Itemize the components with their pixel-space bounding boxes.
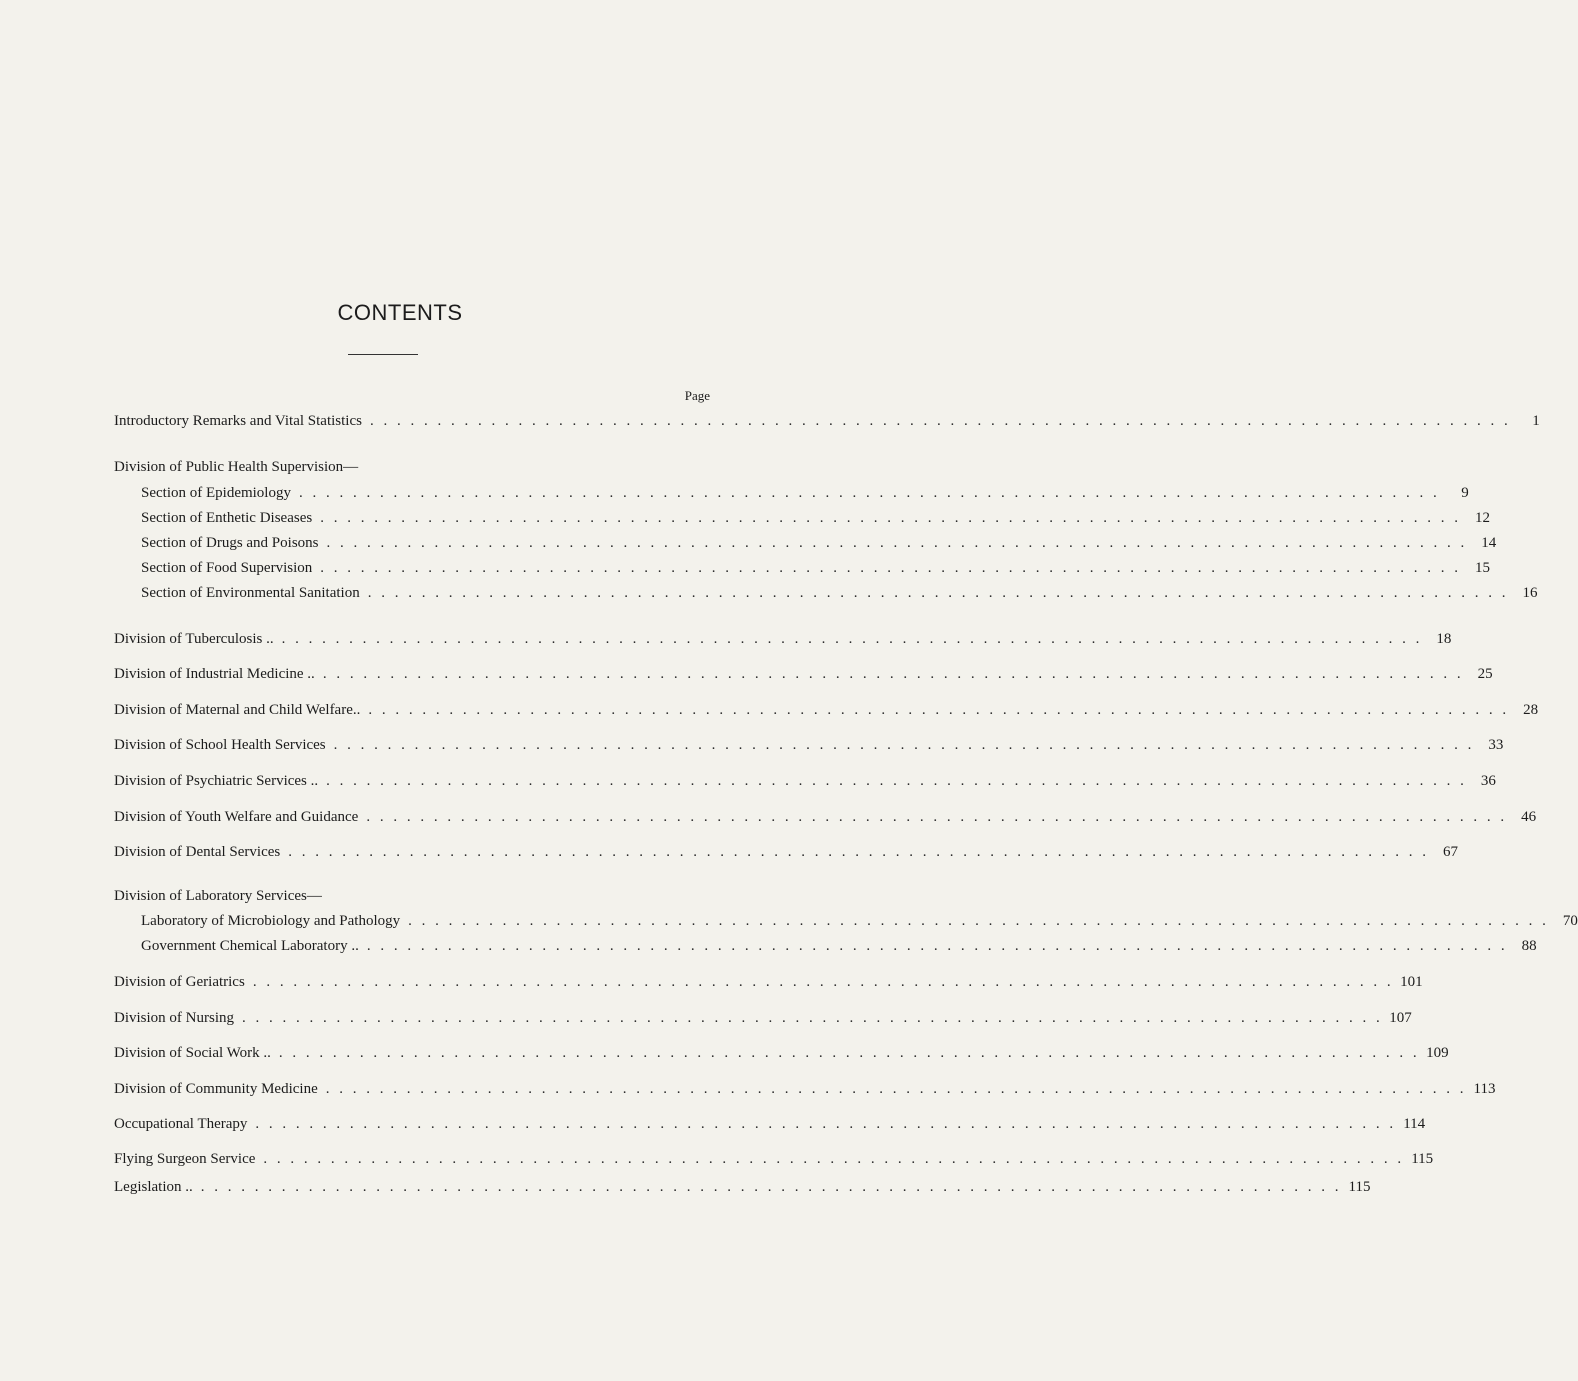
toc-leader-dots: . . . . . . . . . . . . . . . . . . . . . . . . . . . . . . . . . . . . . . . . . . . . . . . . . . . . . . . . . . . . . . . . . . . . . . . . . . . . . . . . . . . . .	[298, 485, 1440, 501]
toc-entry-page: 1	[1532, 413, 1540, 429]
toc-entry-page: 9	[1461, 485, 1469, 501]
toc-entry-chemical-laboratory	[141, 936, 1537, 956]
toc-leader-dots: . . . . . . . . . . . . . . . . . . . . . . . . . . . . . . . . . . . . . . . . . . . . . . . . . . . . . . . . . . . . . . . . . . . . . . . . . . . . . . . . . . . . .	[320, 560, 1461, 576]
toc-entry-page: 107	[1389, 1010, 1412, 1026]
toc-entry-label: Section of Drugs and Poisons	[141, 535, 319, 551]
toc-entry-label: Division of Psychiatric Services ..	[114, 773, 319, 789]
toc-leader-dots: . . . . . . . . . . . . . . . . . . . . . . . . . . . . . . . . . . . . . . . . . . . . . . . . . . . . . . . . . . . . . . . . . . . . . . . . . . . . . . . . . . . . .	[333, 737, 1475, 753]
toc-entry-school-health	[114, 735, 1504, 755]
toc-entry-youth-welfare	[114, 807, 1537, 827]
toc-leader-dots: . . . . . . . . . . . . . . . . . . . . . . . . . . . . . . . . . . . . . . . . . . . . . . . . . . . . . . . . . . . . . . . . . . . . . . . . . . . . . . . . . . . . .	[369, 413, 1511, 429]
page-column-label: Page	[684, 388, 710, 403]
toc-entry-page: 113	[1473, 1081, 1496, 1097]
toc-entry-page: 15	[1475, 560, 1490, 576]
toc-leader-dots: . . . . . . . . . . . . . . . . . . . . . . . . . . . . . . . . . . . . . . . . . . . . . . . . . . . . . . . . . . . . . . . . . . . . . . . . . . . . . . . . . . . . .	[263, 1151, 1405, 1167]
toc-entry-page: 115	[1348, 1179, 1371, 1195]
toc-entry-label: Division of Dental Services	[114, 844, 281, 860]
toc-leader-dots: . . . . . . . . . . . . . . . . . . . . . . . . . . . . . . . . . . . . . . . . . . . . . . . . . . . . . . . . . . . . . . . . . . . . . . . . . . . . . . . . . . . . .	[408, 913, 1549, 929]
toc-entry-environmental-sanitation	[141, 583, 1538, 603]
toc-heading-laboratory: Division of Laboratory Services—	[114, 888, 322, 904]
toc-entry-page: 16	[1522, 585, 1538, 601]
toc-entry-page: 14	[1481, 535, 1497, 551]
toc-leader-dots: . . . . . . . . . . . . . . . . . . . . . . . . . . . . . . . . . . . . . . . . . . . . . . . . . . . . . . . . . . . . . . . . . . . . . . . . . . . . . . . . . . . . .	[368, 702, 1510, 718]
toc-leader-dots: . . . . . . . . . . . . . . . . . . . . . . . . . . . . . . . . . . . . . . . . . . . . . . . . . . . . . . . . . . . . . . . . . . . . . . . . . . . . . . . . . . . . .	[320, 510, 1461, 526]
toc-entry-occupational-therapy	[114, 1114, 1426, 1134]
toc-leader-dots: . . . . . . . . . . . . . . . . . . . . . . . . . . . . . . . . . . . . . . . . . . . . . . . . . . . . . . . . . . . . . . . . . . . . . . . . . . . . . . . . . . . . .	[367, 585, 1509, 601]
toc-entry-label: Government Chemical Laboratory ..	[141, 938, 359, 954]
toc-leader-dots: . . . . . . . . . . . . . . . . . . . . . . . . . . . . . . . . . . . . . . . . . . . . . . . . . . . . . . . . . . . . . . . . . . . . . . . . . . . . . . . . . . . . .	[255, 1116, 1397, 1132]
toc-entry-page: 101	[1400, 974, 1423, 990]
toc-entry-label: Laboratory of Microbiology and Pathology	[141, 913, 401, 929]
toc-entry-label: Section of Environmental Sanitation	[141, 585, 360, 601]
toc-entry-nursing	[114, 1008, 1412, 1028]
toc-entry-label: Section of Enthetic Diseases	[141, 510, 313, 526]
toc-entry-tuberculosis	[114, 629, 1452, 649]
toc-entry-food-supervision	[141, 558, 1490, 578]
toc-entry-enthetic-diseases	[141, 508, 1490, 528]
toc-leader-dots: . . . . . . . . . . . . . . . . . . . . . . . . . . . . . . . . . . . . . . . . . . . . . . . . . . . . . . . . . . . . . . . . . . . . . . . . . . . . . . . . . . . . .	[326, 773, 1467, 789]
toc-entry-label: Division of Nursing	[114, 1010, 234, 1026]
toc-leader-dots: . . . . . . . . . . . . . . . . . . . . . . . . . . . . . . . . . . . . . . . . . . . . . . . . . . . . . . . . . . . . . . . . . . . . . . . . . . . . . . . . . . . . .	[278, 1045, 1420, 1061]
toc-entry-epidemiology	[141, 483, 1469, 503]
toc-leader-dots: . . . . . . . . . . . . . . . . . . . . . . . . . . . . . . . . . . . . . . . . . . . . . . . . . . . . . . . . . . . . . . . . . . . . . . . . . . . . . . . . . . . . .	[288, 844, 1429, 860]
toc-entry-label: Section of Food Supervision	[141, 560, 313, 576]
toc-entry-page: 46	[1521, 809, 1537, 825]
toc-leader-dots: . . . . . . . . . . . . . . . . . . . . . . . . . . . . . . . . . . . . . . . . . . . . . . . . . . . . . . . . . . . . . . . . . . . . . . . . . . . . . . . . . . . . .	[242, 1010, 1383, 1026]
toc-entry-page: 28	[1523, 702, 1539, 718]
toc-entry-page: 88	[1521, 938, 1537, 954]
toc-leader-dots: . . . . . . . . . . . . . . . . . . . . . . . . . . . . . . . . . . . . . . . . . . . . . . . . . . . . . . . . . . . . . . . . . . . . . . . . . . . . . . . . . . . . .	[252, 974, 1394, 990]
toc-entry-page: 67	[1442, 844, 1458, 860]
toc-entry-label: Flying Surgeon Service	[114, 1151, 256, 1167]
toc-heading-public-health: Division of Public Health Supervision—	[114, 459, 359, 475]
toc-entry-label: Introductory Remarks and Vital Statistics	[114, 413, 362, 429]
toc-entry-page: 115	[1411, 1151, 1434, 1167]
toc-entry-industrial-medicine	[114, 664, 1493, 684]
toc-entry-page: 36	[1480, 773, 1496, 789]
toc-entry-page: 25	[1477, 666, 1493, 682]
toc-entry-label: Division of Social Work ..	[114, 1045, 271, 1061]
toc-leader-dots: . . . . . . . . . . . . . . . . . . . . . . . . . . . . . . . . . . . . . . . . . . . . . . . . . . . . . . . . . . . . . . . . . . . . . . . . . . . . . . . . . . . . .	[326, 535, 1468, 551]
toc-entry-geriatrics	[114, 972, 1423, 992]
toc-entry-label: Division of Industrial Medicine ..	[114, 666, 315, 682]
toc-entry-psychiatric	[114, 771, 1496, 791]
toc-entry-label: Legislation ..	[114, 1179, 193, 1195]
toc-leader-dots: . . . . . . . . . . . . . . . . . . . . . . . . . . . . . . . . . . . . . . . . . . . . . . . . . . . . . . . . . . . . . . . . . . . . . . . . . . . . . . . . . . . . .	[366, 938, 1508, 954]
toc-leader-dots: . . . . . . . . . . . . . . . . . . . . . . . . . . . . . . . . . . . . . . . . . . . . . . . . . . . . . . . . . . . . . . . . . . . . . . . . . . . . . . . . . . . . .	[281, 631, 1423, 647]
toc-entry-flying-surgeon	[114, 1149, 1434, 1169]
toc-entry-dental	[114, 842, 1458, 862]
page-title: CONTENTS	[337, 300, 463, 325]
toc-entry-label: Division of School Health Services	[114, 737, 326, 753]
toc-entry-label: Division of Community Medicine	[114, 1081, 318, 1097]
toc-entry-introductory	[114, 411, 1540, 431]
toc-leader-dots: . . . . . . . . . . . . . . . . . . . . . . . . . . . . . . . . . . . . . . . . . . . . . . . . . . . . . . . . . . . . . . . . . . . . . . . . . . . . . . . . . . . . .	[366, 809, 1508, 825]
toc-entry-microbiology	[141, 911, 1578, 931]
toc-entry-label: Division of Youth Welfare and Guidance	[114, 809, 359, 825]
toc-entry-drugs-poisons	[141, 533, 1497, 553]
toc-entry-label: Division of Tuberculosis ..	[114, 631, 274, 647]
toc-leader-dots: . . . . . . . . . . . . . . . . . . . . . . . . . . . . . . . . . . . . . . . . . . . . . . . . . . . . . . . . . . . . . . . . . . . . . . . . . . . . . . . . . . . . .	[322, 666, 1464, 682]
toc-entry-legislation	[114, 1177, 1371, 1197]
toc-leader-dots: . . . . . . . . . . . . . . . . . . . . . . . . . . . . . . . . . . . . . . . . . . . . . . . . . . . . . . . . . . . . . . . . . . . . . . . . . . . . . . . . . . . . .	[325, 1081, 1467, 1097]
toc-entry-page: 33	[1488, 737, 1504, 753]
toc-entry-social-work	[114, 1043, 1449, 1063]
toc-entry-maternal-child-welfare	[114, 700, 1539, 720]
toc-entry-label: Section of Epidemiology	[141, 485, 291, 501]
toc-entry-page: 12	[1474, 510, 1490, 526]
toc-entry-page: 18	[1436, 631, 1452, 647]
toc-leader-dots: . . . . . . . . . . . . . . . . . . . . . . . . . . . . . . . . . . . . . . . . . . . . . . . . . . . . . . . . . . . . . . . . . . . . . . . . . . . . . . . . . . . . .	[200, 1179, 1342, 1195]
toc-entry-page: 114	[1403, 1116, 1426, 1132]
toc-entry-label: Division of Geriatrics	[114, 974, 245, 990]
toc-entry-community-medicine	[114, 1079, 1496, 1099]
toc-entry-label: Division of Maternal and Child Welfare..	[114, 702, 361, 718]
toc-entry-label: Occupational Therapy	[114, 1116, 248, 1132]
toc-entry-page: 109	[1426, 1045, 1449, 1061]
toc-entry-page: 70	[1562, 913, 1578, 929]
